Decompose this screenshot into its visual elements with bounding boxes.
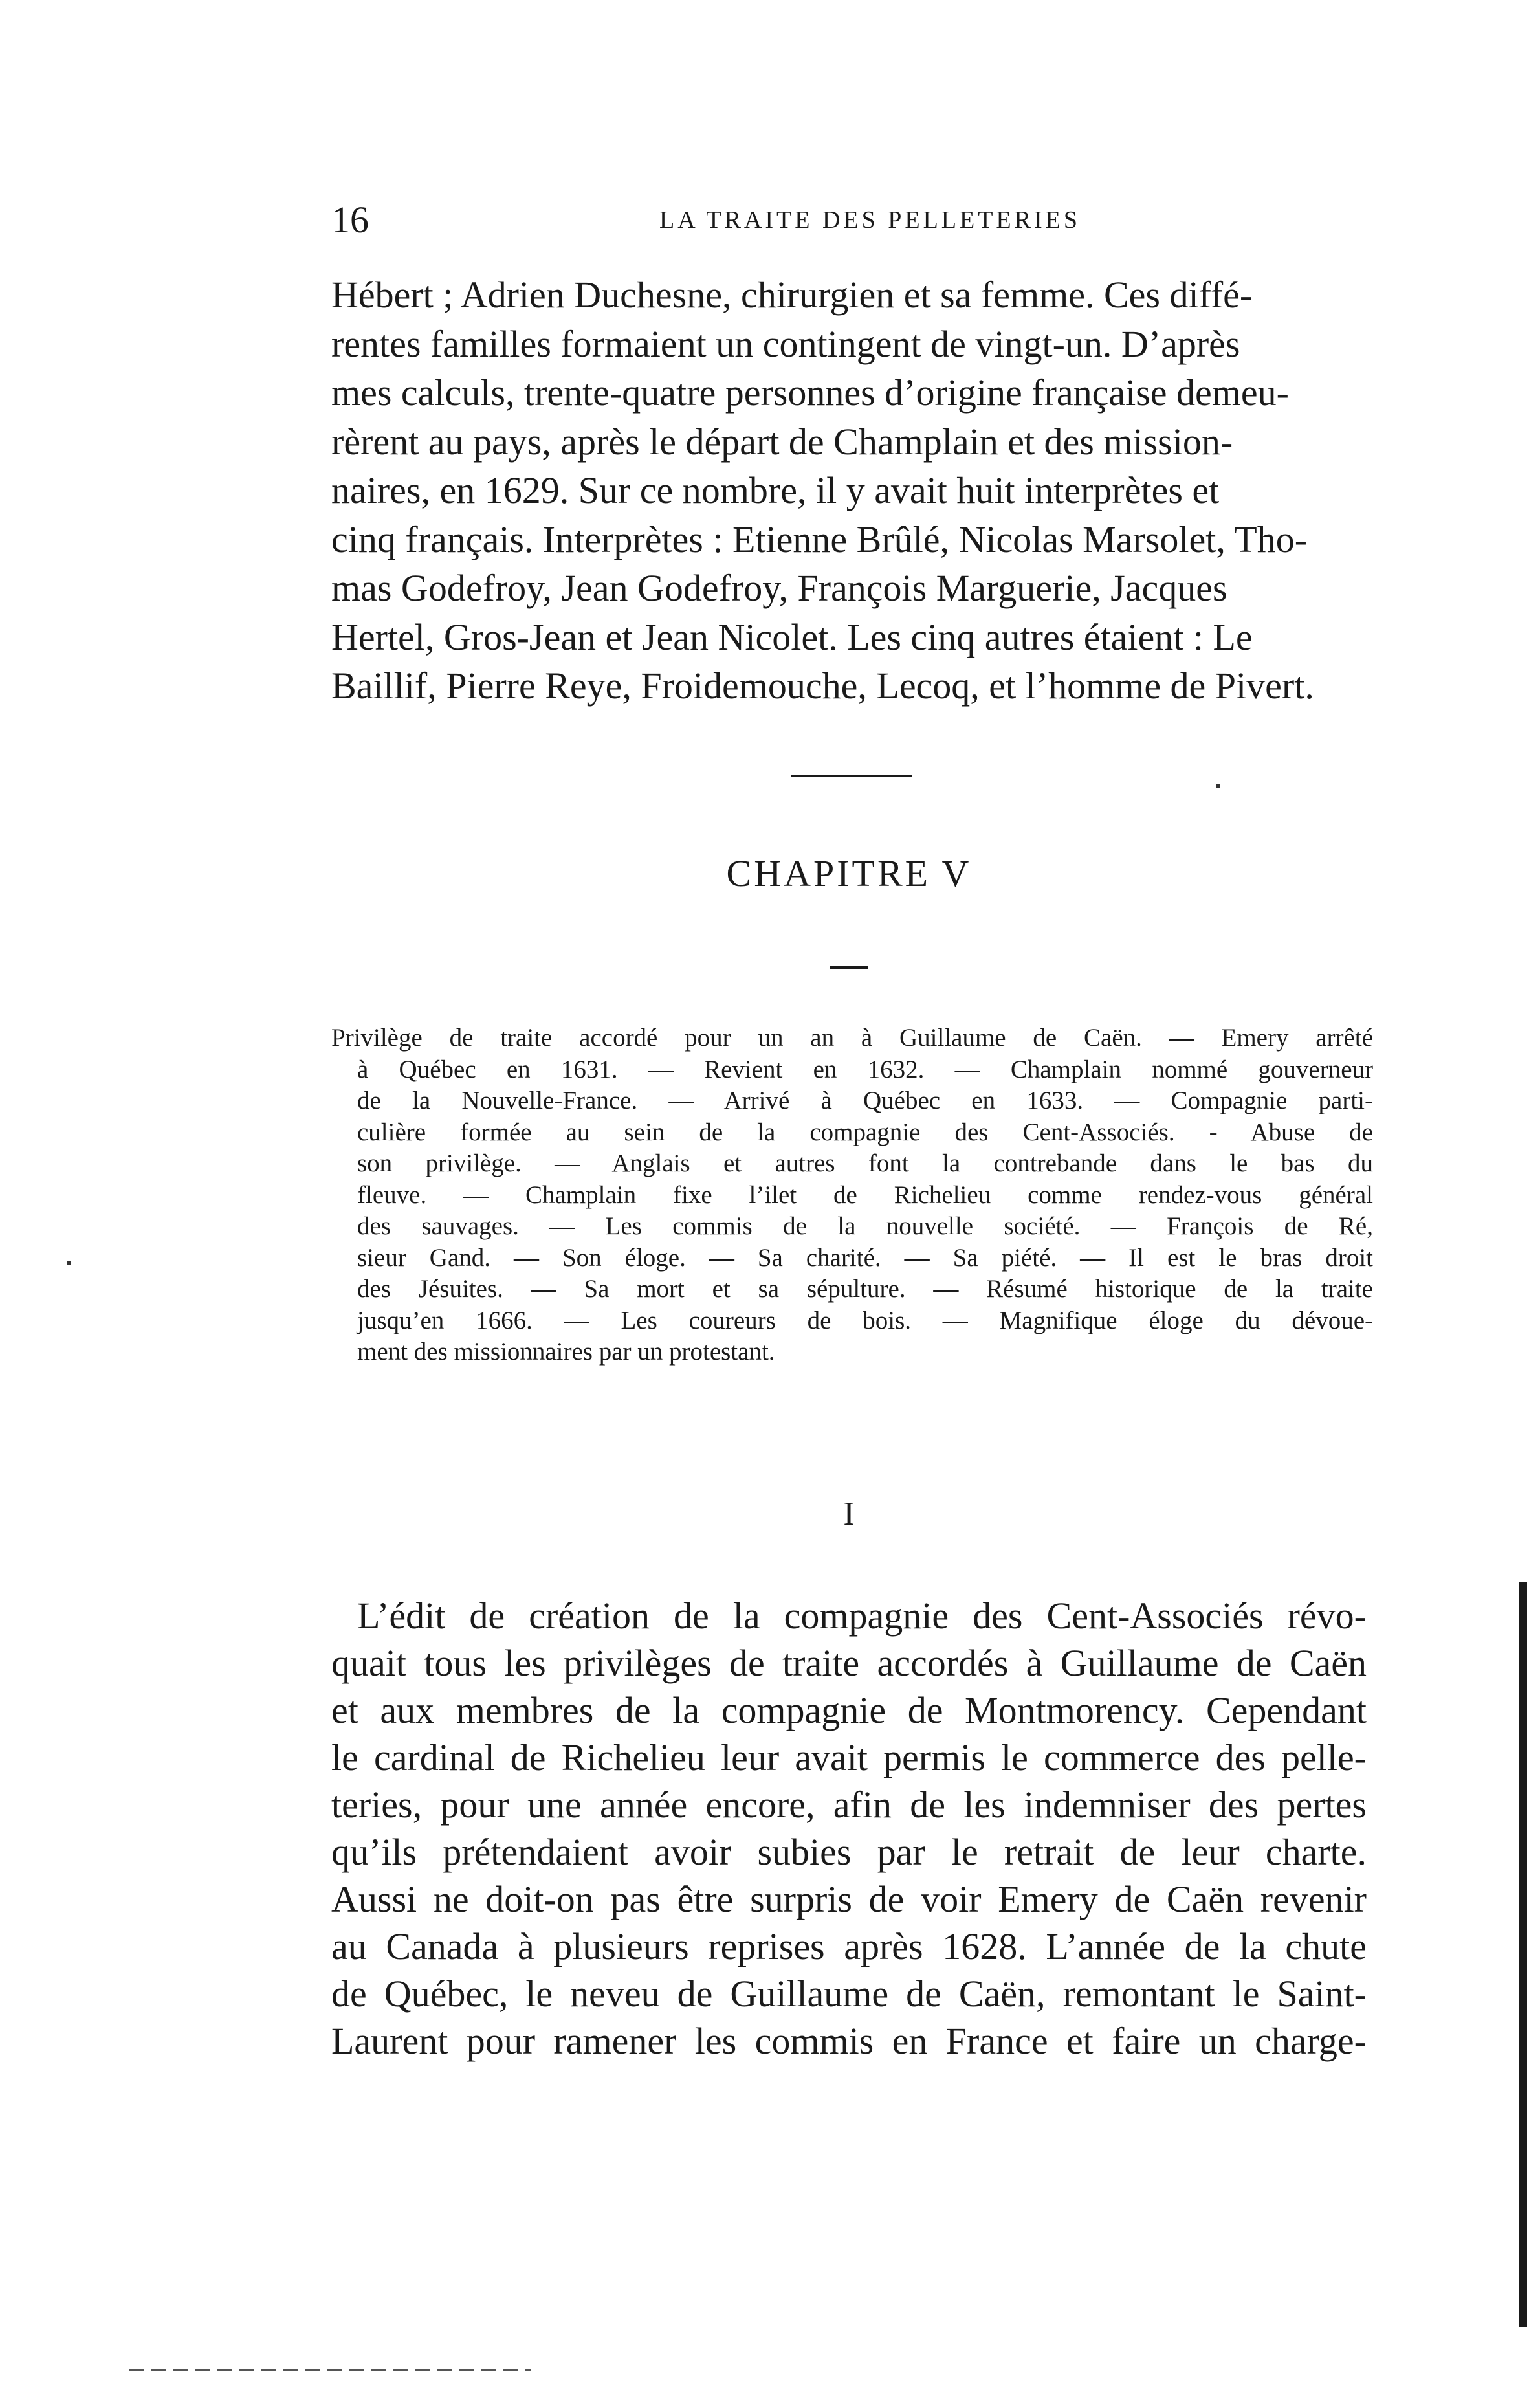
- text-line: cinq français. Interprètes : Etienne Brûlé, Nicolas Marsolet, Tho-: [331, 518, 1308, 560]
- text-line: naires, en 1629. Sur ce nombre, il y avait huit interprètes et: [331, 469, 1220, 511]
- text-line: Aussi ne doit-on pas être surpris de voir Emery de Caën revenir: [331, 1878, 1367, 1920]
- scan-margin-bar: [1519, 1582, 1527, 2327]
- opening-paragraph: [331, 271, 1367, 711]
- text-line: rentes familles formaient un contingent de vingt-un. D’après: [331, 322, 1240, 365]
- chapter-summary: [331, 1023, 1373, 1368]
- summary-line: ment des missionnaires par un protestant.: [357, 1338, 775, 1366]
- text-line: Hébert ; Adrien Duchesne, chirurgien et sa femme. Ces diffé-: [331, 274, 1253, 316]
- text-line: teries, pour une année encore, afin de les indemniser des pertes: [331, 1784, 1367, 1826]
- summary-line: de la Nouvelle-France. — Arrivé à Québec en 1633. — Compagnie parti-: [357, 1087, 1373, 1114]
- text-line: Baillif, Pierre Reye, Froidemouche, Lecoq, et l’homme de Pivert.: [331, 665, 1314, 707]
- section-paragraph: [331, 1592, 1367, 2065]
- scan-speck: [67, 1261, 71, 1265]
- text-line: mes calculs, trente-quatre personnes d’origine française demeu-: [331, 371, 1289, 414]
- summary-line: à Québec en 1631. — Revient en 1632. — Champlain nommé gouverneur: [357, 1055, 1373, 1083]
- chapter-title-rule: [830, 966, 868, 969]
- summary-line: fleuve. — Champlain fixe l’ilet de Richelieu comme rendez-vous général: [357, 1180, 1373, 1209]
- text-line: le cardinal de Richelieu leur avait permis le commerce des pelle-: [331, 1736, 1367, 1778]
- chapter-title: CHAPITRE V: [726, 852, 972, 894]
- text-line: Laurent pour ramener les commis en France et faire un charge-: [331, 2020, 1367, 2062]
- scan-speck: [1216, 784, 1220, 788]
- summary-line: des sauvages. — Les commis de la nouvelle société. — François de Ré,: [357, 1212, 1373, 1240]
- text-line: mas Godefroy, Jean Godefroy, François Marguerie, Jacques: [331, 567, 1227, 609]
- summary-line: Privilège de traite accordé pour un an à Guillaume de Caën. — Emery arrêté: [331, 1024, 1373, 1052]
- running-title: LA TRAITE DES PELLETERIES: [659, 206, 1081, 234]
- text-line: quait tous les privilèges de traite accordés à Guillaume de Caën: [331, 1642, 1367, 1684]
- page-number: 16: [331, 199, 369, 241]
- summary-line: jusqu’en 1666. — Les coureurs de bois. — Magnifique éloge du dévoue-: [357, 1306, 1373, 1334]
- text-line: et aux membres de la compagnie de Montmorency. Cependant: [331, 1689, 1367, 1731]
- summary-line: culière formée au sein de la compagnie des Cent-Associés. - Abuse de: [357, 1118, 1373, 1146]
- summary-line: sieur Gand. — Son éloge. — Sa charité. — Sa piété. — Il est le bras droit: [357, 1243, 1373, 1272]
- summary-line: des Jésuites. — Sa mort et sa sépulture. — Résumé historique de la traite: [357, 1275, 1373, 1303]
- text-line: Hertel, Gros-Jean et Jean Nicolet. Les cinq autres étaient : Le: [331, 615, 1253, 658]
- section-number: I: [843, 1496, 855, 1533]
- section-separator-rule: [791, 775, 912, 777]
- page-header: [331, 197, 1409, 243]
- text-line: au Canada à plusieurs reprises après 1628. L’année de la chute: [331, 1925, 1367, 1967]
- text-line: de Québec, le neveu de Guillaume de Caën, remontant le Saint-: [331, 1973, 1367, 2015]
- summary-line: son privilège. — Anglais et autres font la contrebande dans le bas du: [357, 1149, 1373, 1177]
- text-line: L’édit de création de la compagnie des Cent-Associés révo-: [357, 1595, 1367, 1637]
- scan-edge-dashes: [129, 2369, 531, 2371]
- text-line: qu’ils prétendaient avoir subies par le retrait de leur charte.: [331, 1831, 1367, 1873]
- text-line: rèrent au pays, après le départ de Champlain et des mission-: [331, 420, 1233, 463]
